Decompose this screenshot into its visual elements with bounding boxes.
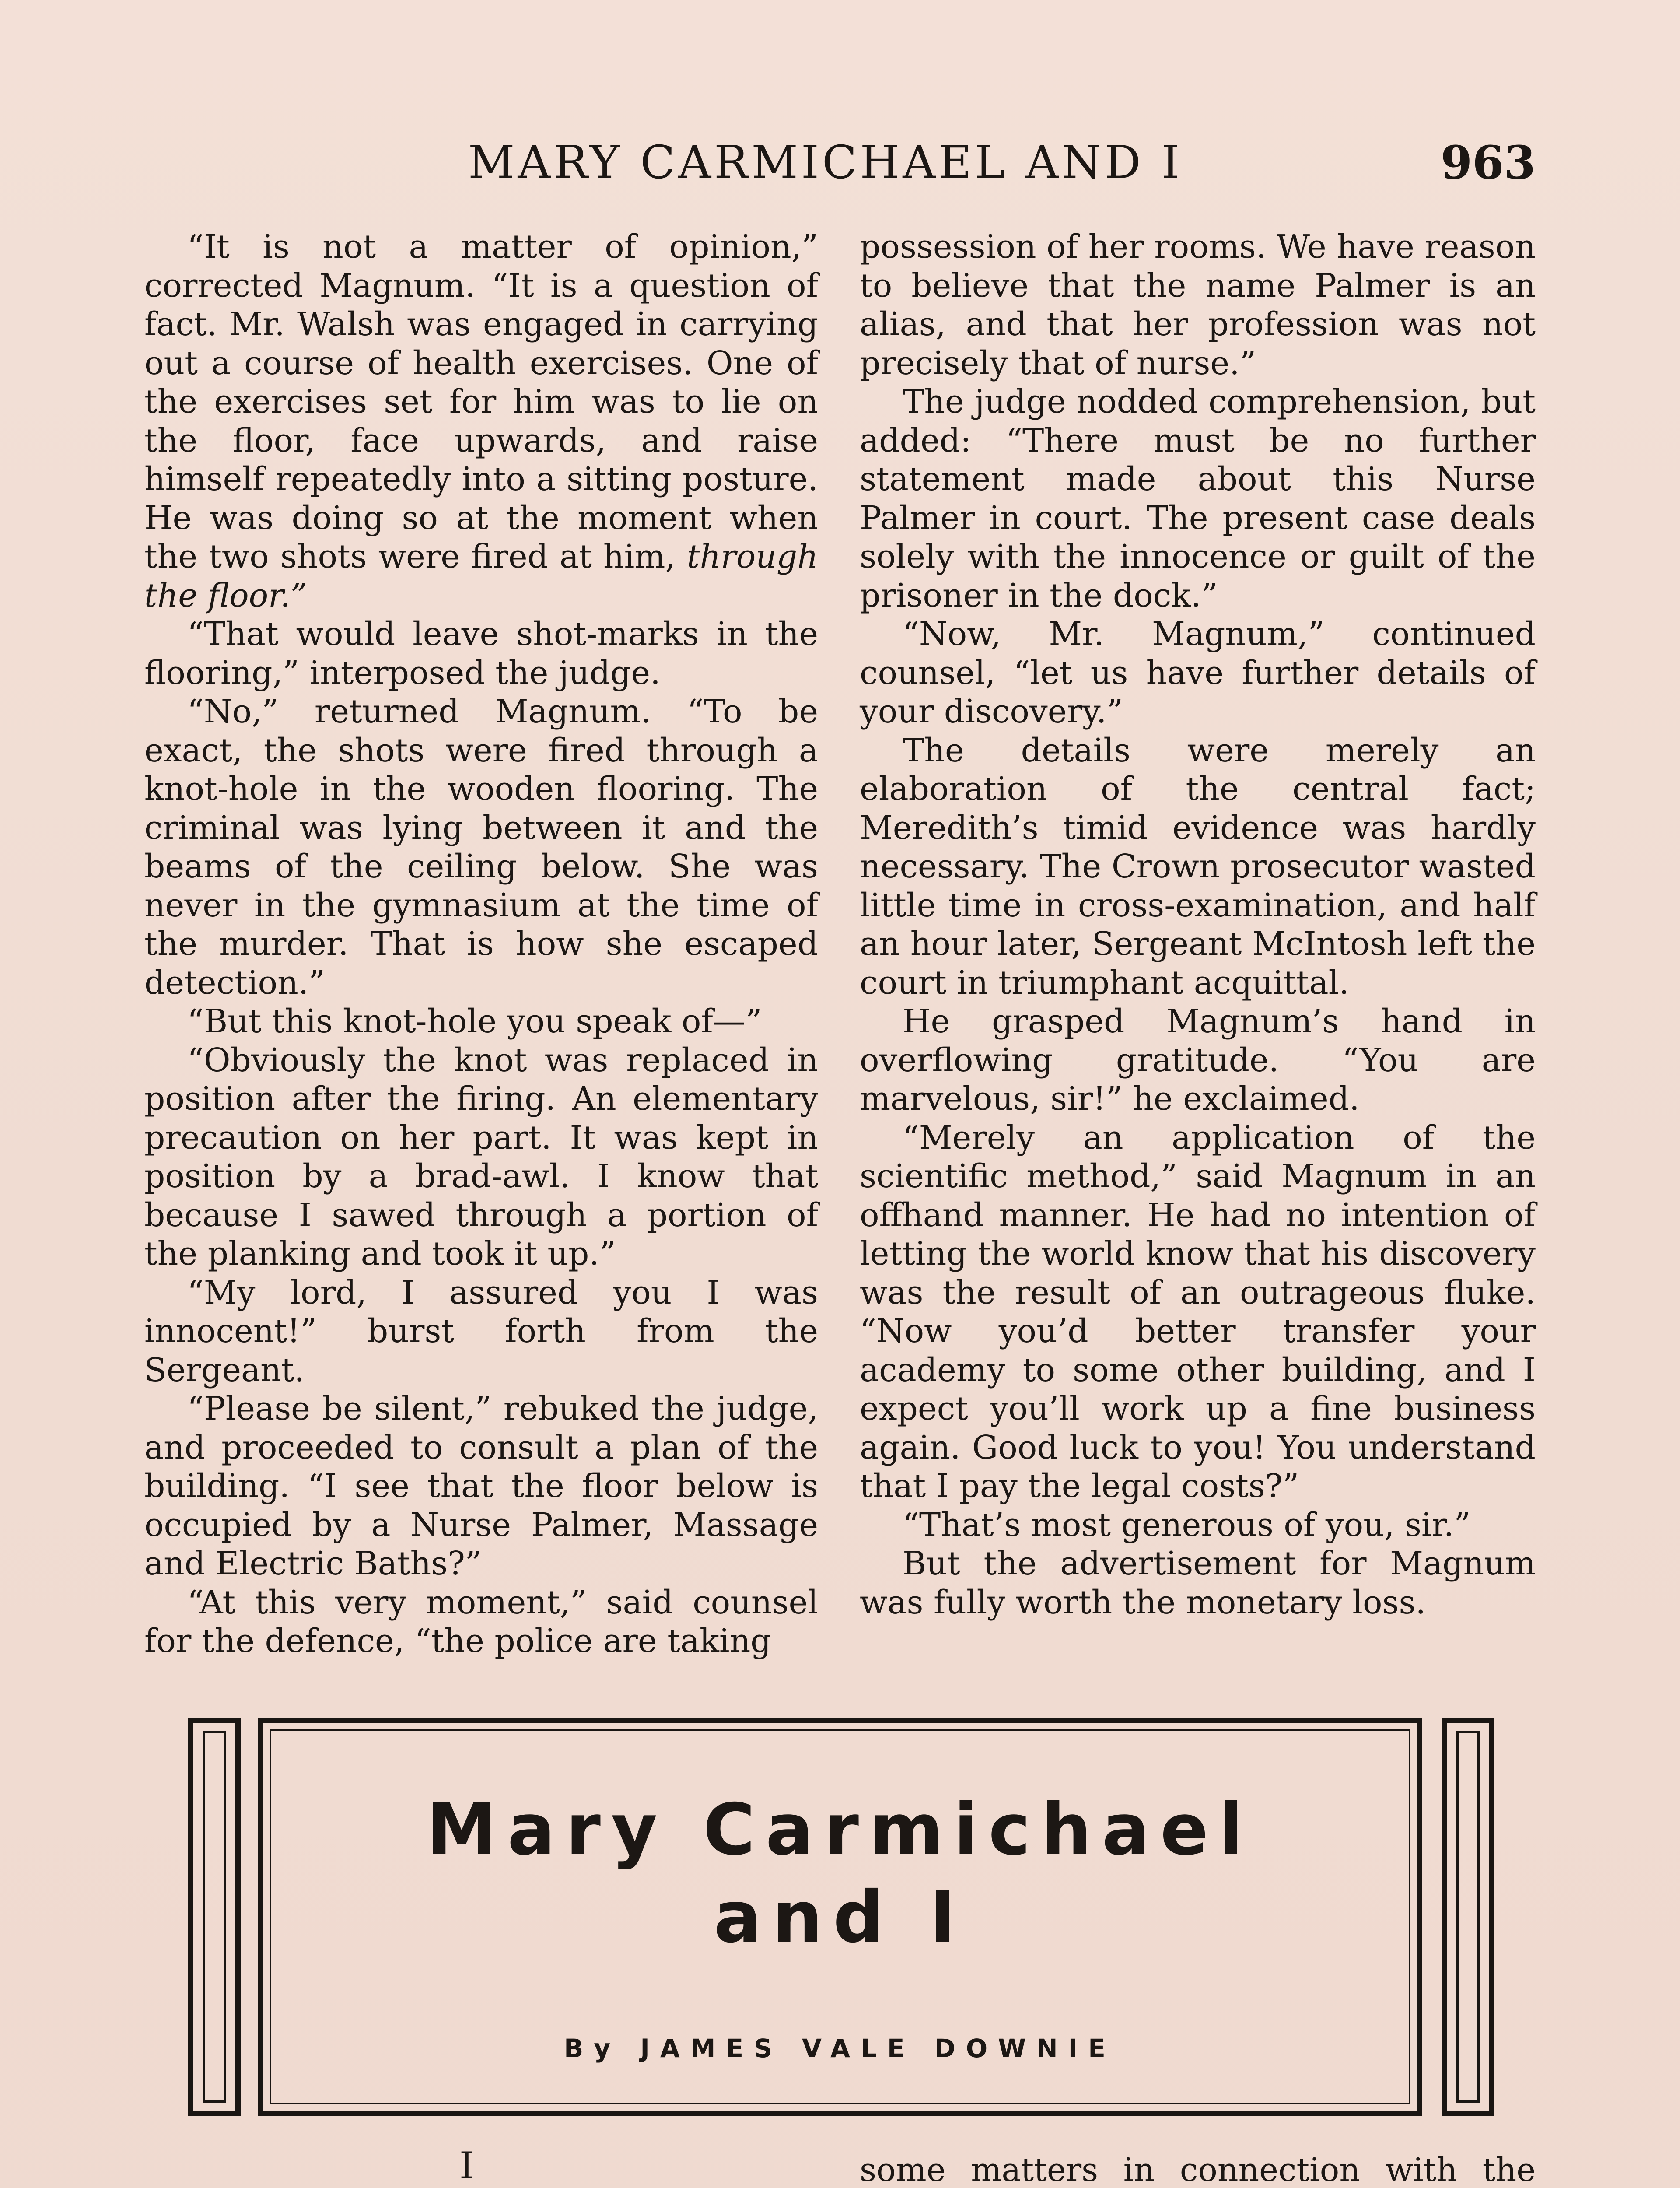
paragraph: possession of her rooms. We have reason to believe that the name Palmer is an alias, and that her profession was not precisely that of nurse.” — [860, 228, 1536, 382]
paragraph: “No,” returned Magnum. “To be exact, the shots were fired through a knot-hole in the wooden flooring. The criminal was lying between it and the beams of the ceiling below. She was never in the gymnasium at the time of the murder. That is how she escaped detection.” — [144, 693, 818, 1002]
story-title-line1: Mary Carmichael — [426, 1789, 1254, 1871]
story-column-right — [860, 2151, 1536, 2188]
text-column-left — [144, 228, 818, 1661]
paragraph: “Merely an application of the scientific method,” said Magnum in an offhand manner. He had no intention of letting the world know that his discovery was the result of an outrageous fluke. “Now you’d better transfer your academy to some other building, and I expect you’ll work up a fine business again. Good luck to you! You understand that I pay the legal costs?” — [860, 1119, 1536, 1505]
paragraph: The judge nodded comprehension, but added: “There must be no further statement made about this Nurse Palmer in court. The present case deals solely with the innocence or guilt of the prisoner in the dock.” — [860, 383, 1536, 614]
story-title-box — [258, 1718, 1422, 2116]
text-column-right — [860, 228, 1536, 1622]
section-number: I — [459, 2144, 474, 2187]
byline: By JAMES VALE DOWNIE — [564, 2034, 1116, 2063]
decorative-bar-right-inner — [1456, 1731, 1480, 2103]
paragraph: “Now, Mr. Magnum,” continued counsel, “let us have further details of your discovery.” — [860, 615, 1536, 730]
story-title-line2: and I — [714, 1876, 966, 1959]
paragraph: “That would leave shot-marks in the flooring,” interposed the judge. — [144, 615, 818, 692]
paragraph: “Please be silent,” rebuked the judge, and proceeded to consult a plan of the building. “I see that the floor below is occupied by a Nurse Palmer, Massage and Electric Baths?” — [144, 1390, 818, 1582]
page-number: 963 — [1440, 136, 1536, 189]
paragraph: “My lord, I assured you I was innocent!” burst forth from the Sergeant. — [144, 1273, 818, 1389]
paragraph: “But this knot-hole you speak of—” — [187, 1003, 762, 1040]
decorative-bar-left-inner — [203, 1731, 226, 2103]
paragraph: “It is not a matter of opinion,” corrected Magnum. “It is a question of fact. Mr. Walsh was engaged in carrying out a course of health exercises. One of the exercises set for him was to lie on the floor, face upwards, and raise himself repeatedly into a sitting posture. He was doing so at the moment when the two shots were fired at him, through the floor.” — [144, 228, 818, 614]
paragraph: But the advertisement for Magnum was fully worth the monetary loss. — [860, 1545, 1536, 1621]
paragraph: He grasped Magnum’s hand in overflowing gratitude. “You are marvelous, sir!” he exclaimed. — [860, 1003, 1536, 1118]
italic-phrase: through the floor.” — [144, 538, 818, 614]
paragraph: “That’s most generous of you, sir.” — [903, 1506, 1471, 1544]
paragraph: The details were merely an elaboration of the central fact; Meredith’s timid evidence was hardly necessary. The Crown prosecutor wasted little time in cross-examination, and half an hour later, Sergeant McIntosh left the court in triumphant acquittal. — [860, 731, 1536, 1002]
paragraph: some matters in connection with the — [860, 2151, 1536, 2188]
paragraph: “Obviously the knot was replaced in position after the firing. An elementary precaution on her part. It was kept in position by a brad-awl. I know that because I sawed through a portion of the planking and took it up.” — [144, 1041, 818, 1273]
running-title: MARY CARMICHAEL AND I — [468, 136, 1183, 189]
paragraph: “At this very moment,” said counsel for the defence, “the police are taking — [144, 1583, 818, 1660]
running-header — [144, 127, 1536, 193]
